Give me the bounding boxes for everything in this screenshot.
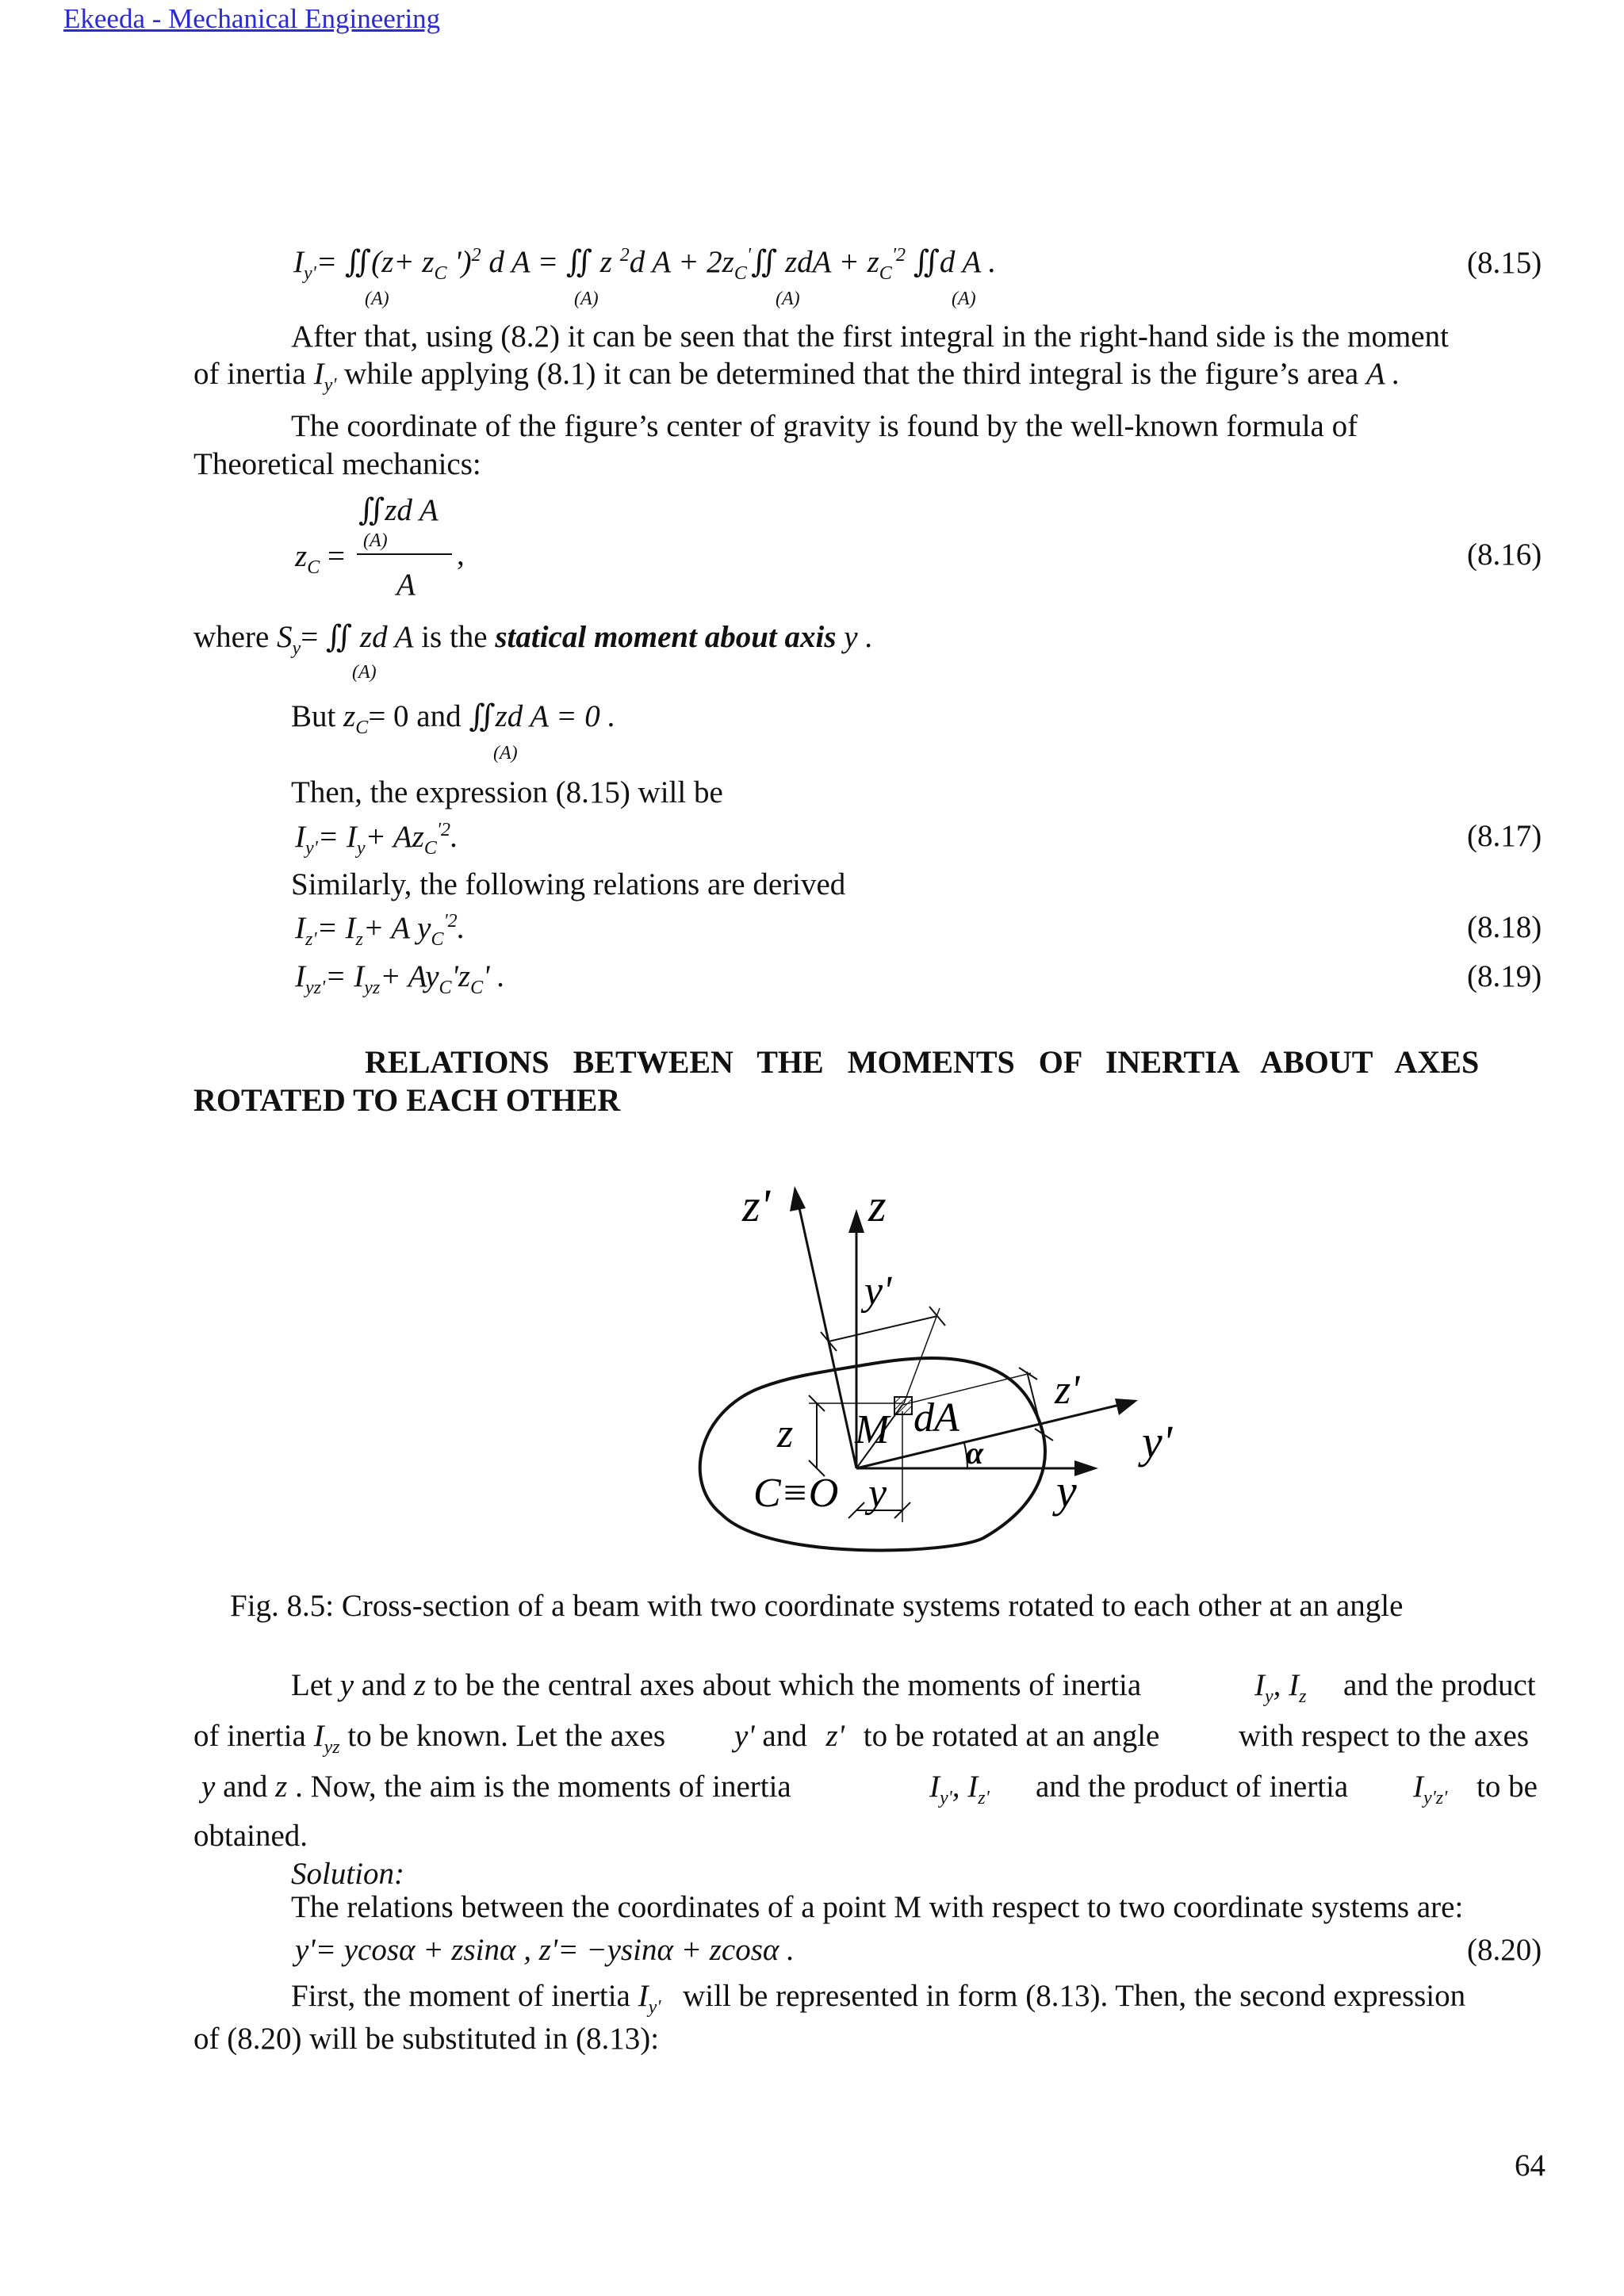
eq-text: I (293, 245, 304, 279)
eq-sub: C (434, 262, 447, 284)
eq-sup: '2 (436, 820, 451, 840)
eq-text: ∬d A . (905, 245, 997, 279)
text: to be known. Let the axes (347, 1719, 666, 1753)
text: to be the central axes about which the moments of inertia (433, 1668, 1142, 1702)
equation-number: (8.17) (1467, 819, 1542, 853)
eq-text: ') (446, 245, 472, 279)
paragraph-line (193, 1720, 665, 1757)
bold-term: statical moment about axis (495, 620, 837, 654)
section-heading: RELATIONS BETWEEN THE MOMENTS OF INERTIA ABOUT AXES (365, 1044, 1480, 1080)
equation-number: (8.15) (1467, 246, 1542, 280)
area-label: (A) (574, 289, 599, 309)
text: will be represented in form (8.13). Then, the second expression (683, 1979, 1466, 2013)
text: to be rotated at an angle (863, 1719, 1160, 1753)
equation-number: (8.16) (1467, 538, 1542, 572)
label-z: z (868, 1180, 887, 1231)
text: and the product (1343, 1668, 1536, 1702)
label-y-prime-axis: y' (1142, 1416, 1173, 1468)
symbol-sub: z' (978, 1787, 990, 1808)
eq-sub: y (356, 837, 366, 859)
label-y-prime-top: y' (864, 1269, 892, 1314)
eq-sup: 2 (471, 245, 481, 266)
paragraph-line (734, 1720, 1159, 1751)
text: with respect to the axes (1239, 1719, 1530, 1753)
eq-sub: C (307, 557, 320, 578)
figure-caption: Fig. 8.5: Cross-section of a beam with two coordinate systems rotated to each other at an angle (230, 1589, 1404, 1623)
symbol: I (313, 1719, 324, 1753)
eq-text: . (450, 820, 458, 854)
symbol: zd A (359, 620, 414, 654)
label-y-bottom: y (868, 1471, 887, 1516)
paragraph-line (193, 358, 1400, 395)
eq-text: = I (325, 959, 365, 993)
eq-sub: z (355, 928, 363, 950)
equation-number: (8.20) (1467, 1933, 1542, 1967)
text: and (223, 1770, 268, 1804)
dimension-line (829, 1316, 937, 1341)
eq-sub: y' (304, 262, 316, 284)
eq-sup: '2 (443, 911, 458, 932)
eq-text: + A y (362, 911, 431, 945)
text: First, the moment of inertia (291, 1979, 630, 2013)
symbol-group (929, 1771, 990, 1808)
y-axis-arrow (1074, 1460, 1098, 1476)
eq-sub: C (423, 837, 437, 859)
equation-8-19 (295, 961, 505, 997)
text: . Now, the aim is the moments of inertia (295, 1770, 791, 1804)
paragraph-line: obtained. (193, 1819, 308, 1853)
fraction-bar (357, 553, 452, 555)
page-number: 64 (1515, 2149, 1545, 2183)
figure-8-5 (666, 1173, 1237, 1570)
eq-sub: C (439, 977, 452, 998)
paragraph-line: The relations between the coordinates of a point M with respect to two coordinate systems are: (291, 1890, 1464, 1924)
text: of inertia (193, 1719, 306, 1753)
paragraph-line: The coordinate of the figure’s center of gravity is found by the well-known formula of (291, 409, 1358, 443)
symbol: z (413, 1668, 427, 1702)
label-alpha: α (966, 1435, 984, 1471)
label-z-prime-right: z' (1055, 1368, 1080, 1413)
eq-sup: '2 (891, 245, 906, 266)
area-label: (A) (493, 743, 518, 763)
tick (821, 1332, 837, 1351)
equation-8-20: y'= ycosα + zsinα , z'= −ysinα + zcosα . (295, 1933, 795, 1967)
eq-sub: C (431, 928, 444, 950)
text: Let (291, 1668, 332, 1702)
symbol: I (638, 1979, 649, 2013)
symbol-sub: y'z' (1423, 1787, 1448, 1808)
eq-text: = I (317, 820, 357, 854)
tick (929, 1307, 945, 1326)
eq-denominator: A (396, 568, 416, 602)
text: while applying (8.1) it can be determined that the third integral is the figure’s area (344, 357, 1359, 391)
paragraph-line (291, 1670, 1141, 1701)
y-prime-axis-arrow (1115, 1399, 1138, 1415)
area-label: (A) (776, 289, 800, 309)
z-prime-axis-arrow (790, 1186, 806, 1211)
eq-comma: , (457, 538, 465, 572)
symbol: A . (1365, 357, 1400, 391)
symbol: z (343, 699, 356, 733)
paragraph-line: Theoretical mechanics: (193, 447, 481, 481)
z-axis-arrow (848, 1209, 864, 1233)
symbol: z (275, 1770, 288, 1804)
symbol: S (277, 620, 293, 654)
symbol-sub: y' (324, 374, 337, 396)
where-line (193, 622, 873, 658)
symbol-sub: yz (324, 1736, 340, 1758)
eq-sub: C (733, 262, 747, 284)
label-dA: dA (914, 1395, 959, 1441)
eq-text: + Ay (380, 959, 439, 993)
text: and the product of inertia (1036, 1770, 1349, 1804)
symbol-sub: y (292, 637, 301, 659)
paragraph-line: Then, the expression (8.15) will be (291, 775, 723, 809)
area-label: (A) (352, 662, 377, 683)
text: = 0 and (368, 699, 462, 733)
symbol-sub: y' (648, 1996, 661, 2018)
paragraph-line: Similarly, the following relations are derived (291, 867, 846, 901)
symbol-group (1254, 1670, 1307, 1706)
eq-sub: yz' (305, 977, 326, 998)
symbol: y (339, 1668, 354, 1702)
symbol: I (929, 1770, 940, 1804)
text: and (361, 1668, 407, 1702)
text: = ∬ (301, 620, 353, 654)
symbol: I (313, 357, 324, 391)
header-link[interactable]: Ekeeda - Mechanical Engineering (63, 3, 441, 34)
symbol: I (1254, 1668, 1265, 1702)
eq-sup: ' (746, 245, 752, 266)
symbol: , I (1273, 1668, 1300, 1702)
eq-sub: yz (364, 977, 381, 998)
eq-text: . (457, 911, 465, 945)
text: But (291, 699, 336, 733)
symbol-sub: z (1299, 1686, 1307, 1707)
but-line (291, 701, 615, 737)
text: where (193, 620, 270, 654)
area-label: (A) (365, 289, 389, 309)
symbol-sub: C (355, 717, 369, 738)
area-label: (A) (363, 530, 388, 551)
eq-sub: z' (305, 928, 317, 950)
symbol: y (201, 1770, 216, 1804)
eq-text: = ∬(z+ z (316, 245, 435, 279)
text: is the (421, 620, 488, 654)
label-z-left: z (777, 1411, 794, 1456)
label-M: M (855, 1407, 890, 1452)
equation-8-17 (295, 821, 458, 858)
eq-sub: y' (305, 837, 318, 859)
symbol-sub: y (1265, 1686, 1274, 1707)
symbol-group (1413, 1771, 1447, 1808)
eq-sub: C (879, 262, 892, 284)
paragraph-line (291, 1980, 1465, 2017)
label-z-prime: z' (742, 1180, 770, 1231)
eq-lhs (295, 541, 345, 577)
eq-text: I (295, 820, 305, 854)
solution-label: Solution: (291, 1857, 404, 1891)
eq-text: I (295, 959, 305, 993)
label-C-O: C≡O (753, 1471, 839, 1516)
equation-8-15 (293, 246, 996, 283)
paragraph-line (201, 1771, 791, 1802)
text: to be (1477, 1770, 1538, 1804)
equation-8-18 (295, 912, 465, 949)
symbol: ∬zd A = 0 . (469, 699, 616, 733)
eq-text: 'z (451, 959, 471, 993)
symbol: y' (734, 1719, 755, 1753)
eq-text: ∬ zdA + z (751, 245, 879, 279)
z-prime-axis (797, 1197, 856, 1468)
eq-sup: 2 (619, 245, 630, 266)
symbol: z' (825, 1719, 845, 1753)
paragraph-line: After that, using (8.2) it can be seen that the first integral in the right-hand side is the moment (291, 320, 1449, 354)
label-y-axis: y (1056, 1465, 1077, 1517)
equation-number: (8.19) (1467, 959, 1542, 993)
section-heading: ROTATED TO EACH OTHER (193, 1082, 621, 1118)
symbol-sub: y' (940, 1787, 952, 1808)
symbol: y . (844, 620, 874, 654)
eq-text: = I (316, 911, 356, 945)
cross-section-contour (700, 1358, 1045, 1551)
eq-text: d A = ∬ z (481, 245, 620, 279)
symbol: I (1413, 1770, 1423, 1804)
equation-number: (8.18) (1467, 910, 1542, 944)
eq-text: z (295, 539, 308, 573)
text: of inertia (193, 357, 306, 391)
area-label: (A) (952, 289, 976, 309)
eq-text: + Az (365, 820, 424, 854)
eq-text: d A + 2z (629, 245, 734, 279)
paragraph-line: of (8.20) will be substituted in (8.13): (193, 2022, 660, 2056)
eq-numerator: ∬zd A (358, 493, 439, 527)
eq-text: ' . (483, 959, 505, 993)
eq-text: = (327, 539, 345, 573)
symbol: , I (952, 1770, 979, 1804)
eq-text: I (295, 911, 305, 945)
eq-sub: C (470, 977, 484, 998)
text: and (762, 1719, 807, 1753)
